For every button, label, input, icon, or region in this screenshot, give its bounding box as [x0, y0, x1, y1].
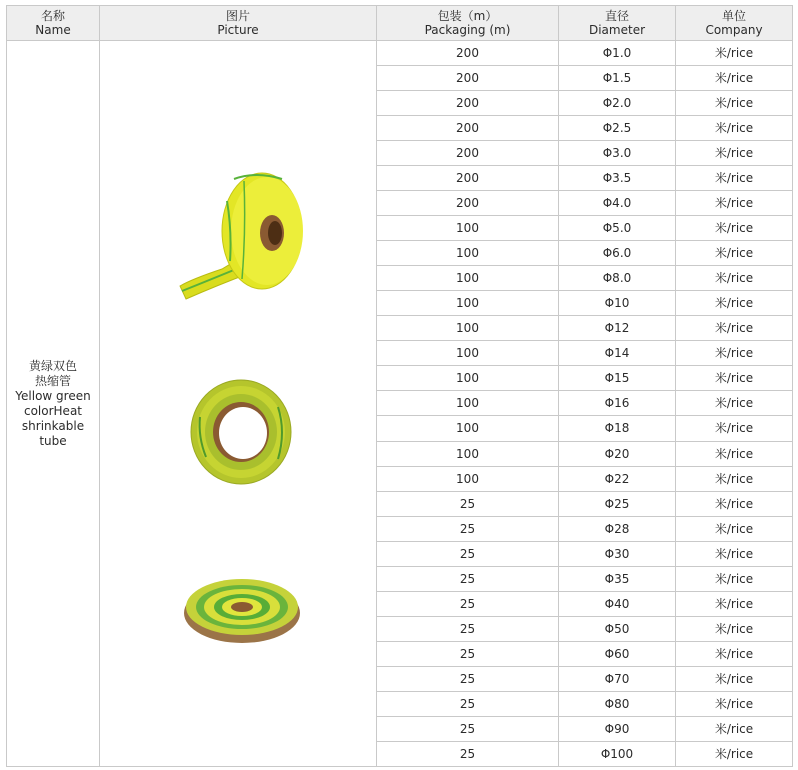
- cell-packaging: 25: [377, 666, 559, 691]
- cell-diameter: Φ1.0: [559, 41, 676, 66]
- cell-packaging: 25: [377, 491, 559, 516]
- cell-diameter: Φ5.0: [559, 216, 676, 241]
- cell-unit: 米/rice: [676, 116, 793, 141]
- header-packaging-en: Packaging (m): [424, 23, 511, 37]
- cell-unit: 米/rice: [676, 141, 793, 166]
- cell-unit: 米/rice: [676, 41, 793, 66]
- cell-packaging: 25: [377, 541, 559, 566]
- cell-packaging: 100: [377, 216, 559, 241]
- spec-table: [6, 5, 793, 767]
- product-name-cell: [7, 41, 100, 767]
- cell-diameter: Φ30: [559, 541, 676, 566]
- header-picture: [100, 6, 377, 41]
- header-row: [7, 6, 793, 41]
- product-pictures: [100, 41, 376, 766]
- product-picture-cell: [100, 41, 377, 767]
- tube-roll-unrolled-image: [172, 161, 312, 301]
- cell-diameter: Φ3.0: [559, 141, 676, 166]
- cell-diameter: Φ6.0: [559, 241, 676, 266]
- cell-packaging: 25: [377, 516, 559, 541]
- cell-packaging: 100: [377, 416, 559, 441]
- cell-packaging: 25: [377, 716, 559, 741]
- cell-packaging: 200: [377, 91, 559, 116]
- cell-packaging: 25: [377, 691, 559, 716]
- product-name-cn-2: 热缩管: [34, 373, 71, 388]
- cell-unit: 米/rice: [676, 516, 793, 541]
- cell-diameter: Φ20: [559, 441, 676, 466]
- cell-unit: 米/rice: [676, 491, 793, 516]
- cell-unit: 米/rice: [676, 591, 793, 616]
- cell-unit: 米/rice: [676, 641, 793, 666]
- cell-unit: 米/rice: [676, 216, 793, 241]
- cell-packaging: 100: [377, 341, 559, 366]
- cell-diameter: Φ15: [559, 366, 676, 391]
- header-name: [7, 6, 100, 41]
- cell-unit: 米/rice: [676, 416, 793, 441]
- cell-diameter: Φ1.5: [559, 66, 676, 91]
- header-unit-cn: 单位: [721, 9, 746, 23]
- cell-packaging: 100: [377, 291, 559, 316]
- cell-unit: 米/rice: [676, 166, 793, 191]
- cell-packaging: 200: [377, 116, 559, 141]
- header-packaging-cn: 包装（m）: [437, 9, 498, 23]
- cell-packaging: 100: [377, 316, 559, 341]
- cell-diameter: Φ60: [559, 641, 676, 666]
- cell-unit: 米/rice: [676, 466, 793, 491]
- header-name-cn: 名称: [40, 9, 65, 23]
- cell-diameter: Φ28: [559, 516, 676, 541]
- header-diameter: [559, 6, 676, 41]
- tube-flat-coil-image: [182, 571, 302, 646]
- product-name-cn-1: 黄绿双色: [28, 358, 77, 373]
- cell-diameter: Φ25: [559, 491, 676, 516]
- cell-unit: 米/rice: [676, 616, 793, 641]
- header-unit-en: Company: [705, 23, 763, 37]
- header-picture-cn: 图片: [225, 9, 250, 23]
- product-name-en-3: shrinkable tube: [21, 418, 85, 448]
- cell-unit: 米/rice: [676, 291, 793, 316]
- cell-packaging: 100: [377, 441, 559, 466]
- cell-packaging: 100: [377, 366, 559, 391]
- cell-packaging: 200: [377, 41, 559, 66]
- cell-diameter: Φ35: [559, 566, 676, 591]
- spec-table-body: [7, 41, 793, 767]
- cell-unit: 米/rice: [676, 341, 793, 366]
- cell-diameter: Φ8.0: [559, 266, 676, 291]
- product-name-en-2: colorHeat: [23, 403, 82, 418]
- cell-unit: 米/rice: [676, 541, 793, 566]
- cell-unit: 米/rice: [676, 391, 793, 416]
- cell-diameter: Φ2.5: [559, 116, 676, 141]
- cell-unit: 米/rice: [676, 741, 793, 766]
- header-picture-en: Picture: [217, 23, 259, 37]
- header-diameter-cn: 直径: [604, 9, 629, 23]
- cell-unit: 米/rice: [676, 441, 793, 466]
- cell-packaging: 25: [377, 641, 559, 666]
- cell-packaging: 100: [377, 466, 559, 491]
- cell-diameter: Φ4.0: [559, 191, 676, 216]
- cell-packaging: 200: [377, 191, 559, 216]
- cell-diameter: Φ22: [559, 466, 676, 491]
- cell-packaging: 100: [377, 266, 559, 291]
- table-row: [7, 41, 793, 66]
- cell-unit: 米/rice: [676, 366, 793, 391]
- cell-packaging: 25: [377, 591, 559, 616]
- cell-diameter: Φ16: [559, 391, 676, 416]
- cell-diameter: Φ50: [559, 616, 676, 641]
- cell-packaging: 25: [377, 566, 559, 591]
- header-name-en: Name: [35, 23, 71, 37]
- cell-unit: 米/rice: [676, 191, 793, 216]
- cell-packaging: 100: [377, 391, 559, 416]
- cell-unit: 米/rice: [676, 66, 793, 91]
- cell-unit: 米/rice: [676, 691, 793, 716]
- header-packaging: [377, 6, 559, 41]
- cell-unit: 米/rice: [676, 91, 793, 116]
- cell-diameter: Φ2.0: [559, 91, 676, 116]
- cell-unit: 米/rice: [676, 266, 793, 291]
- cell-unit: 米/rice: [676, 716, 793, 741]
- cell-diameter: Φ18: [559, 416, 676, 441]
- cell-unit: 米/rice: [676, 666, 793, 691]
- tube-roll-image: [188, 377, 294, 487]
- cell-packaging: 100: [377, 241, 559, 266]
- cell-diameter: Φ40: [559, 591, 676, 616]
- cell-diameter: Φ12: [559, 316, 676, 341]
- cell-packaging: 200: [377, 141, 559, 166]
- cell-diameter: Φ80: [559, 691, 676, 716]
- cell-diameter: Φ70: [559, 666, 676, 691]
- cell-diameter: Φ90: [559, 716, 676, 741]
- cell-diameter: Φ3.5: [559, 166, 676, 191]
- cell-diameter: Φ10: [559, 291, 676, 316]
- product-name-en-1: Yellow green: [15, 388, 91, 403]
- cell-unit: 米/rice: [676, 316, 793, 341]
- cell-unit: 米/rice: [676, 241, 793, 266]
- cell-packaging: 25: [377, 616, 559, 641]
- cell-unit: 米/rice: [676, 566, 793, 591]
- header-unit: [676, 6, 793, 41]
- cell-diameter: Φ14: [559, 341, 676, 366]
- cell-packaging: 200: [377, 66, 559, 91]
- cell-packaging: 25: [377, 741, 559, 766]
- cell-packaging: 200: [377, 166, 559, 191]
- header-diameter-en: Diameter: [588, 23, 646, 37]
- cell-diameter: Φ100: [559, 741, 676, 766]
